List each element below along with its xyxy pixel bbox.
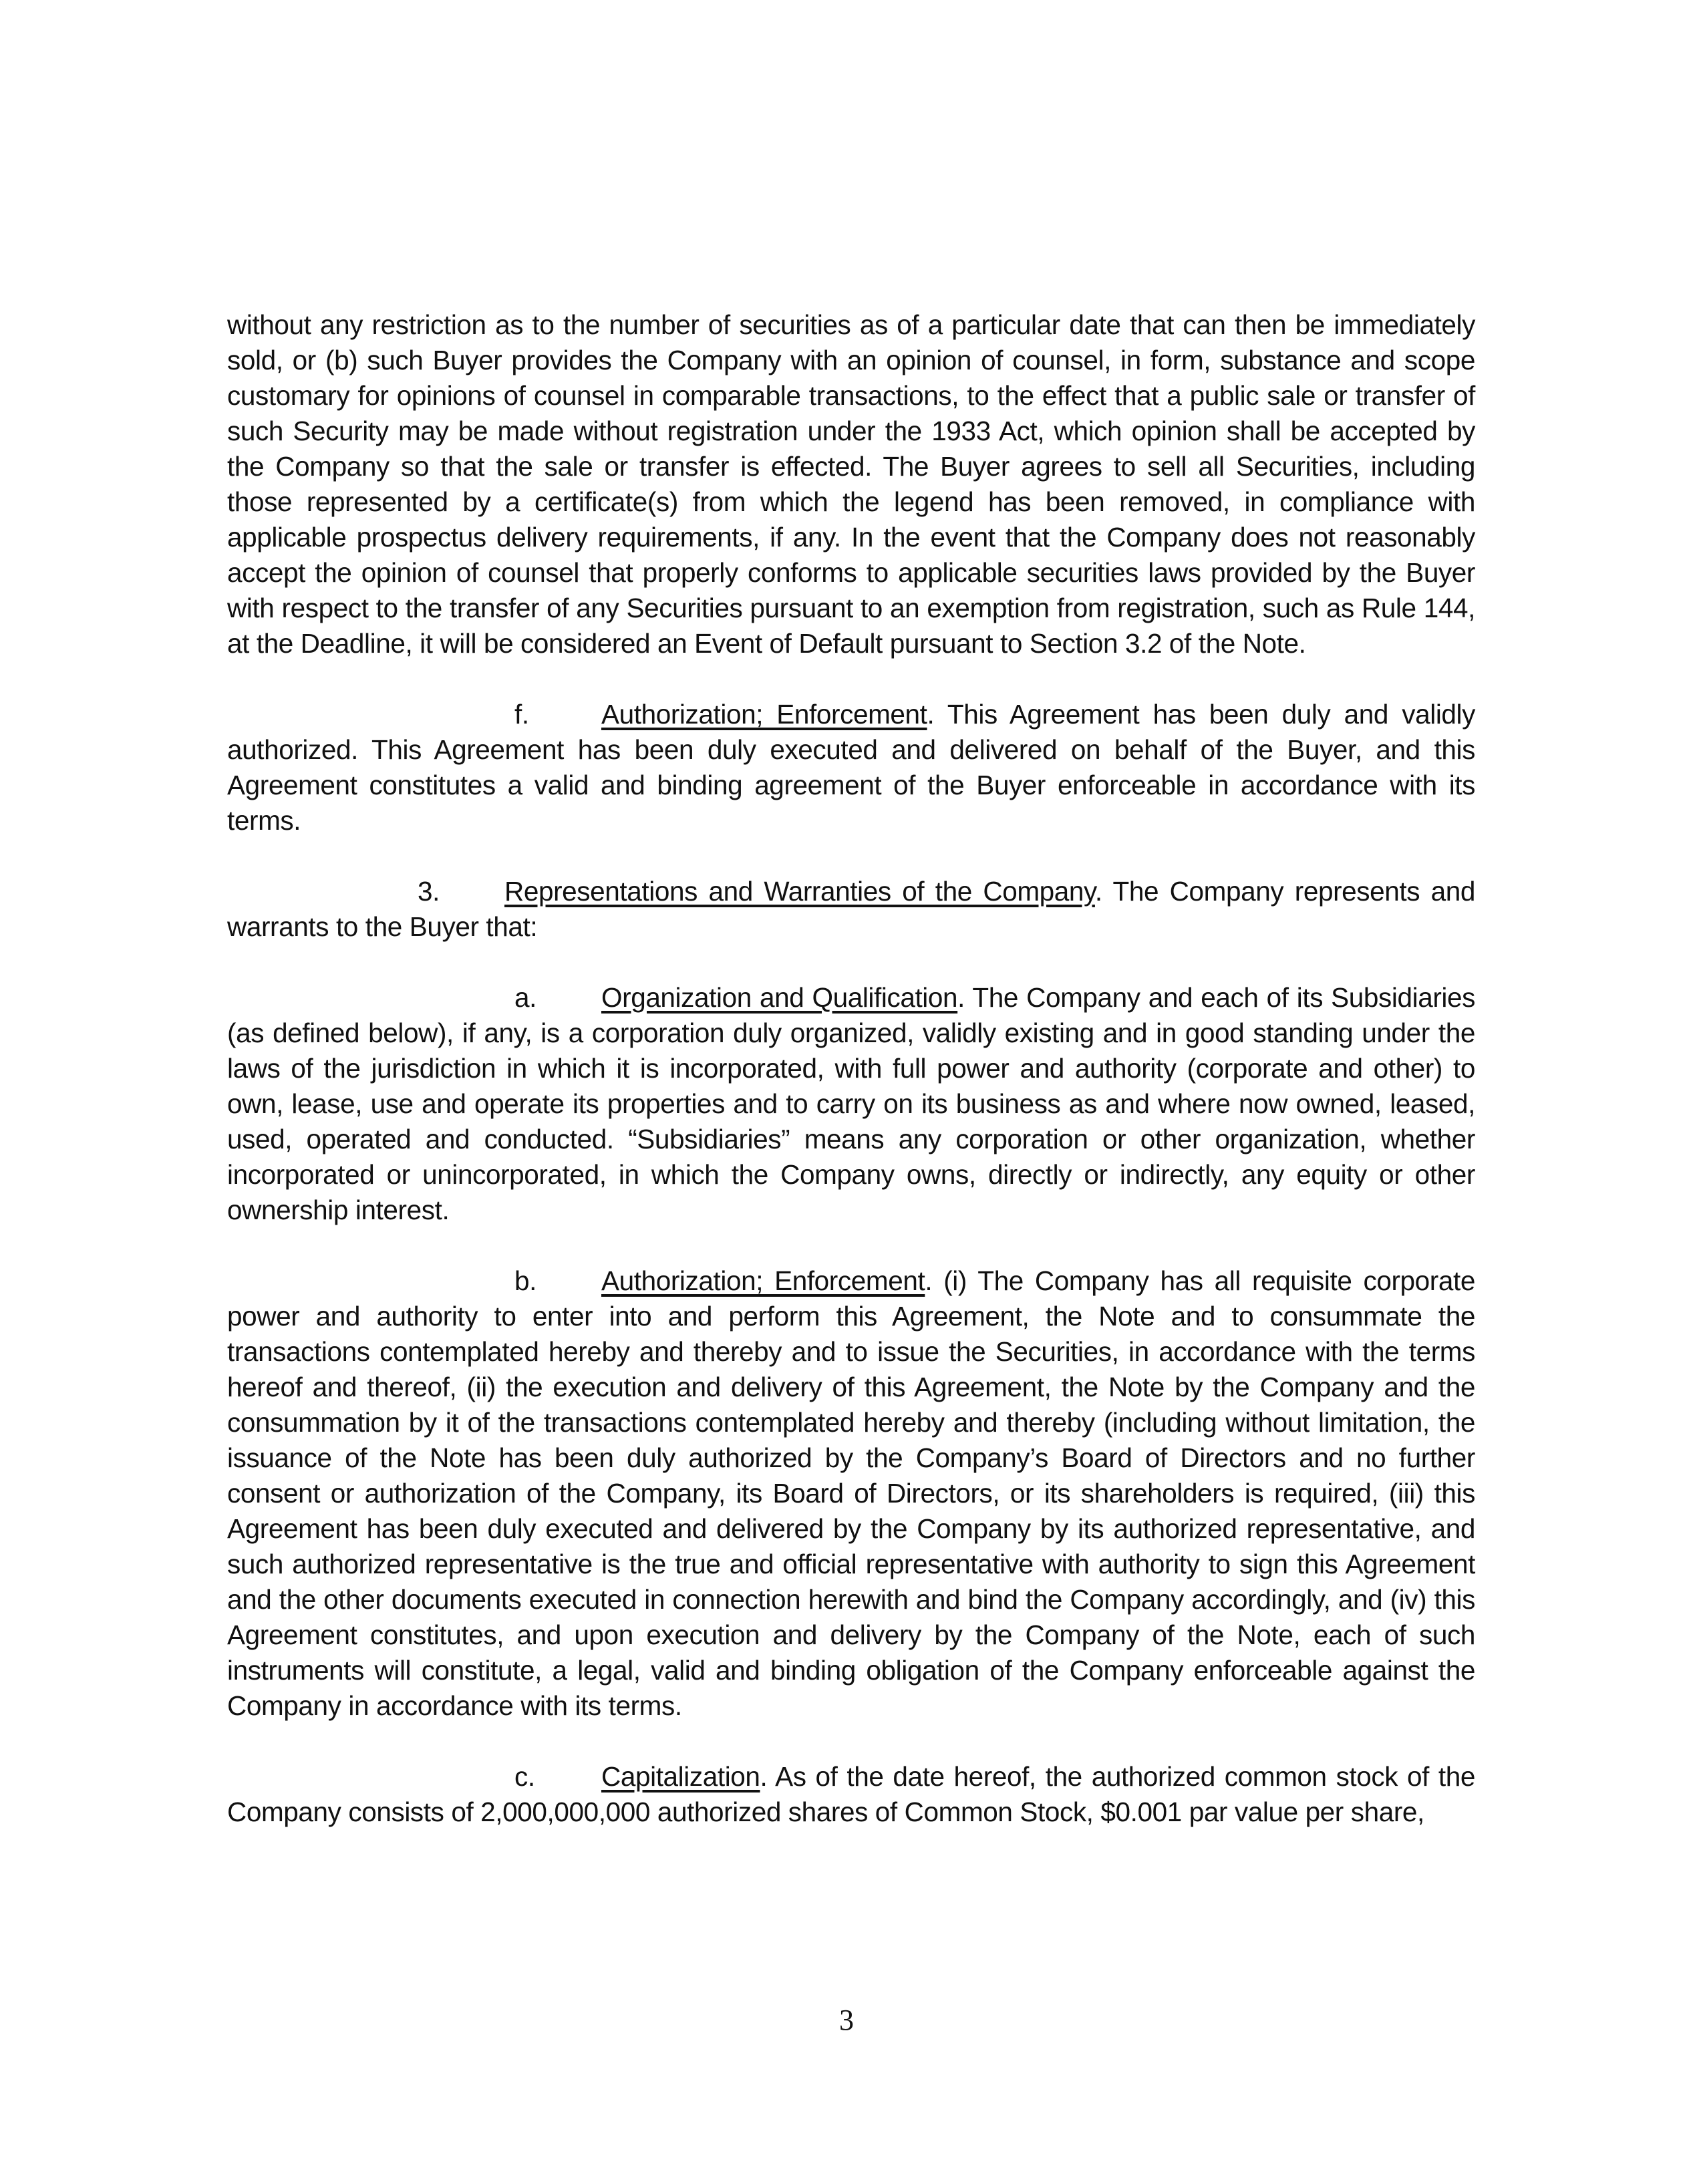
- section-c-heading: Capitalization: [601, 1761, 760, 1792]
- section-b-heading: Authorization; Enforcement: [601, 1265, 925, 1296]
- section-f-heading: Authorization; Enforcement: [601, 699, 927, 730]
- continuation-text: without any restriction as to the number of securities as of a particular date that can then be immediately sold, or (b) such Buyer provides the Company with an opinion of counsel, in form, substance and scope customary for opinions of counsel in comparable transactions, to the effect that a public sale or transfer of such Security may be made without registration under the 1933 Act, which opinion shall be accepted by the Company so that the sale or transfer is effected. The Buyer agrees to sell all Securities, including those represented by a certificate(s) from which the legend has been removed, in compliance with applicable prospectus delivery requirements, if any. In the event that the Company does not reasonably accept the opinion of counsel that properly conforms to applicable securities laws provided by the Buyer with respect to the transfer of any Securities pursuant to an exemption from registration, such as Rule 144, at the Deadline, it will be considered an Event of Default pursuant to Section 3.2 of the Note.: [227, 309, 1475, 659]
- section-f-number: f.: [514, 699, 529, 730]
- section-c-text: . As of the date hereof, the authorized common stock of the Company consists of 2,000,000,000 authorized shares of Common Stock, $0.001 par value per share,: [227, 1761, 1475, 1827]
- section-3-text: . The Company represents and warrants to the Buyer that:: [227, 876, 1475, 942]
- section-f-paragraph: [227, 697, 1475, 838]
- section-f-text: . This Agreement has been duly and validly authorized. This Agreement has been duly executed and delivered on behalf of the Buyer, and this Agreement constitutes a valid and binding agreement of the Buyer enforceable in accordance with its terms.: [227, 699, 1475, 836]
- section-a-heading: Organization and Qualification: [601, 982, 958, 1013]
- section-b-paragraph: [227, 1263, 1475, 1724]
- section-3-number: 3.: [418, 876, 440, 907]
- section-c-number: c.: [514, 1761, 535, 1792]
- document-page: [227, 307, 1475, 1865]
- section-c-paragraph: [227, 1759, 1475, 1830]
- continuation-paragraph: [227, 307, 1475, 661]
- section-a-text: . The Company and each of its Subsidiaries (as defined below), if any, is a corporation duly organized, validly existing and in good standing under the laws of the jurisdiction in which it is incorporated, with full power and authority (corporate and other) to own, lease, use and operate its properties and to carry on its business as and where now owned, leased, used, operated and conducted. “Subsidiaries” means any corporation or other organization, whether incorporated or unincorporated, in which the Company owns, directly or indirectly, any equity or other ownership interest.: [227, 982, 1475, 1225]
- page-number: 3: [839, 2004, 854, 2036]
- section-3-paragraph: [227, 874, 1475, 945]
- section-a-paragraph: [227, 980, 1475, 1228]
- section-a-number: a.: [514, 982, 536, 1013]
- section-b-number: b.: [514, 1265, 536, 1296]
- section-3-heading: Representations and Warranties of the Company: [504, 876, 1095, 907]
- section-b-text: . (i) The Company has all requisite corporate power and authority to enter into and perform this Agreement, the Note and to consummate the transactions contemplated hereby and thereby and to issue the Securities, in accordance with the terms hereof and thereof, (ii) the execution and delivery of this Agreement, the Note by the Company and the consummation by it of the transactions contemplated hereby and thereby (including without limitation, the issuance of the Note has been duly authorized by the Company’s Board of Directors and no further consent or authorization of the Company, its Board of Directors, or its shareholders is required, (iii) this Agreement has been duly executed and delivered by the Company by its authorized representative, and such authorized representative is the true and official representative with authority to sign this Agreement and the other documents executed in connection herewith and bind the Company accordingly, and (iv) this Agreement constitutes, and upon execution and delivery by the Company of the Note, each of such instruments will constitute, a legal, valid and binding obligation of the Company enforceable against the Company in accordance with its terms.: [227, 1265, 1475, 1721]
